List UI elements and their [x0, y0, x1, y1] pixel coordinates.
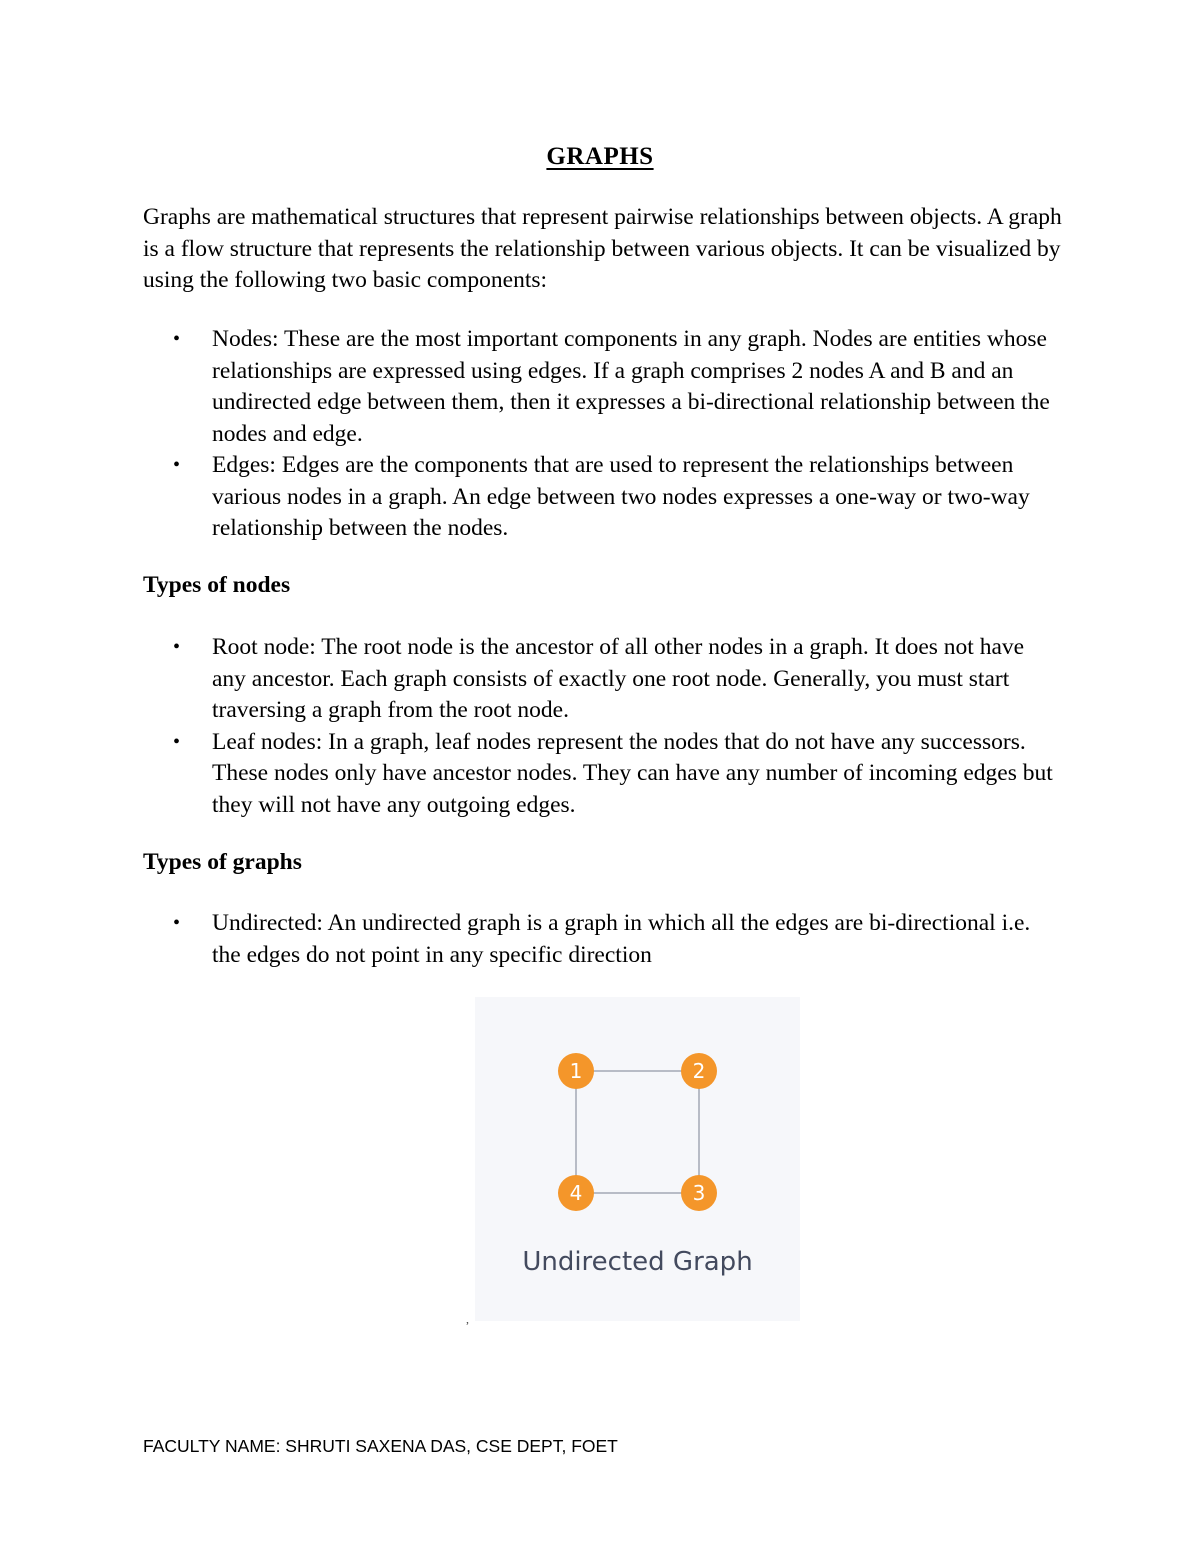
- list-item: [143, 632, 1063, 727]
- list-item-text: Nodes: These are the most important components in any graph. Nodes are entities whose relationships are expressed using edges. If a graph comprises 2 nodes A and B and an undirected edge between them, then it expresses a bi-directional relationship between the nodes and edge.: [212, 326, 1050, 447]
- page-footer: FACULTY NAME: SHRUTI SAXENA DAS, CSE DEPT, FOET: [143, 1436, 618, 1456]
- bullet-icon: •: [173, 454, 181, 476]
- list-item: [143, 450, 1063, 545]
- page-title: GRAPHS: [546, 143, 654, 170]
- node-types-list: [143, 632, 1063, 821]
- list-item-text: Root node: The root node is the ancestor of all other nodes in a graph. It does not have any ancestor. Each graph consists of exactly one root node. Generally, you must start traversing a graph from the root node.: [212, 634, 1025, 723]
- list-item: [143, 908, 1063, 971]
- section-heading-node-types: Types of nodes: [143, 572, 291, 598]
- stray-mark: ,: [466, 1312, 469, 1326]
- graph-node-label: 2: [692, 1059, 706, 1083]
- graph-node-label: 3: [692, 1181, 706, 1205]
- undirected-graph-figure: [475, 997, 800, 1321]
- list-item: [143, 727, 1063, 822]
- graph-node-label: 4: [569, 1181, 583, 1205]
- intro-paragraph: Graphs are mathematical structures that represent pairwise relationships between objects. A graph is a flow structure that represents the relationship between various objects. It can be visualized by using the following two basic components:: [143, 204, 1062, 293]
- graph-types-list: [143, 908, 1063, 971]
- graph-node-label: 1: [569, 1059, 583, 1083]
- bullet-icon: •: [173, 328, 181, 350]
- list-item-text: Edges: Edges are the components that are used to represent the relationships between various nodes in a graph. An edge between two nodes expresses a one-way or two-way relationship between the nodes.: [212, 452, 1030, 541]
- list-item-text: Undirected: An undirected graph is a graph in which all the edges are bi-directional i.e. the edges do not point in any specific direction: [212, 910, 1031, 968]
- bullet-icon: •: [173, 636, 181, 658]
- components-list: [143, 324, 1063, 545]
- section-heading-graph-types: Types of graphs: [143, 849, 302, 875]
- figure-caption: Undirected Graph: [522, 1247, 753, 1277]
- bullet-icon: •: [173, 730, 181, 753]
- bullet-icon: •: [173, 912, 181, 934]
- list-item: [143, 324, 1063, 450]
- list-item-text: Leaf nodes: In a graph, leaf nodes represent the nodes that do not have any successors. These nodes only have ancestor nodes. They can have any number of incoming edges but they will not have any outgoing edges.: [212, 728, 1053, 818]
